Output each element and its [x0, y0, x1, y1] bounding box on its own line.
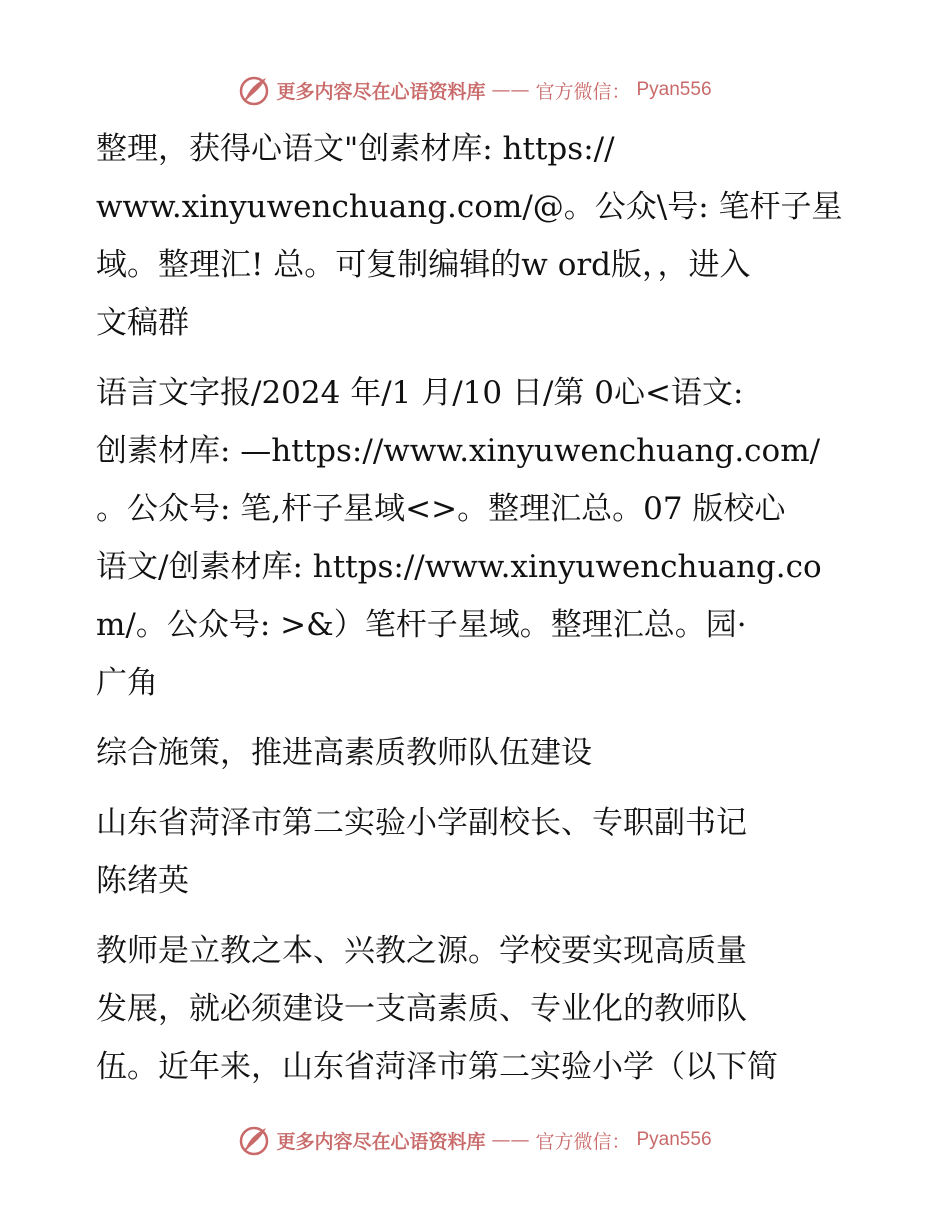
- header-banner: [0, 70, 950, 110]
- text-line: 山东省菏泽市第二实验小学副校长、专职副书记: [96, 805, 747, 841]
- text-line: 创素材库: —https://www.xinyuwenchuang.com/: [96, 433, 821, 469]
- paragraph-source: [96, 364, 856, 712]
- text-line: m/。公众号: >&）笔杆子星域。整理汇总。园·: [96, 607, 747, 643]
- text-line: 陈绪英: [96, 863, 189, 899]
- article-title: [96, 724, 856, 782]
- text-line: 综合施策，推进高素质教师队伍建设: [96, 735, 592, 771]
- text-line: 语文/创素材库: https://www.xinyuwenchuang.co: [96, 549, 822, 585]
- footer-wechat-id: Pyan556: [636, 1129, 712, 1150]
- footer-banner: [0, 1120, 950, 1160]
- text-line: 广角: [96, 665, 158, 701]
- text-line: 整理，获得心语文"创素材库: https://: [96, 131, 615, 167]
- text-line: 域。整理汇! 总。可复制编辑的w ord版，，进入: [96, 247, 751, 283]
- article-author: [96, 794, 856, 910]
- text-line: 教师是立教之本、兴教之源。学校要实现高质量: [96, 933, 747, 969]
- header-wechat-label: 官方微信：: [535, 80, 631, 103]
- header-separator: ——: [491, 79, 530, 101]
- footer-brand-text: 更多内容尽在心语资料库: [276, 1130, 486, 1153]
- text-line: 伍。近年来，山东省菏泽市第二实验小学（以下简: [96, 1049, 778, 1085]
- paragraph-body: [96, 922, 856, 1096]
- header-brand-text: 更多内容尽在心语资料库: [276, 80, 486, 103]
- header-wechat-id: Pyan556: [636, 79, 712, 100]
- footer-separator: ——: [491, 1129, 530, 1151]
- quill-pen-logo-icon: [238, 1124, 270, 1156]
- text-line: www.xinyuwenchuang.com/@。公众\号: 笔杆子星: [96, 189, 843, 225]
- text-line: 发展，就必须建设一支高素质、专业化的教师队: [96, 991, 747, 1027]
- paragraph-intro: [96, 120, 856, 352]
- text-line: 文稿群: [96, 305, 189, 341]
- text-line: 。公众号: 笔,杆子星域<>。整理汇总。07 版校心: [96, 491, 786, 527]
- text-line: 语言文字报/2024 年/1 月/10 日/第 0心<语文:: [96, 375, 744, 411]
- footer-wechat-label: 官方微信：: [535, 1130, 631, 1153]
- document-body: [96, 120, 856, 1108]
- quill-pen-logo-icon: [238, 74, 270, 106]
